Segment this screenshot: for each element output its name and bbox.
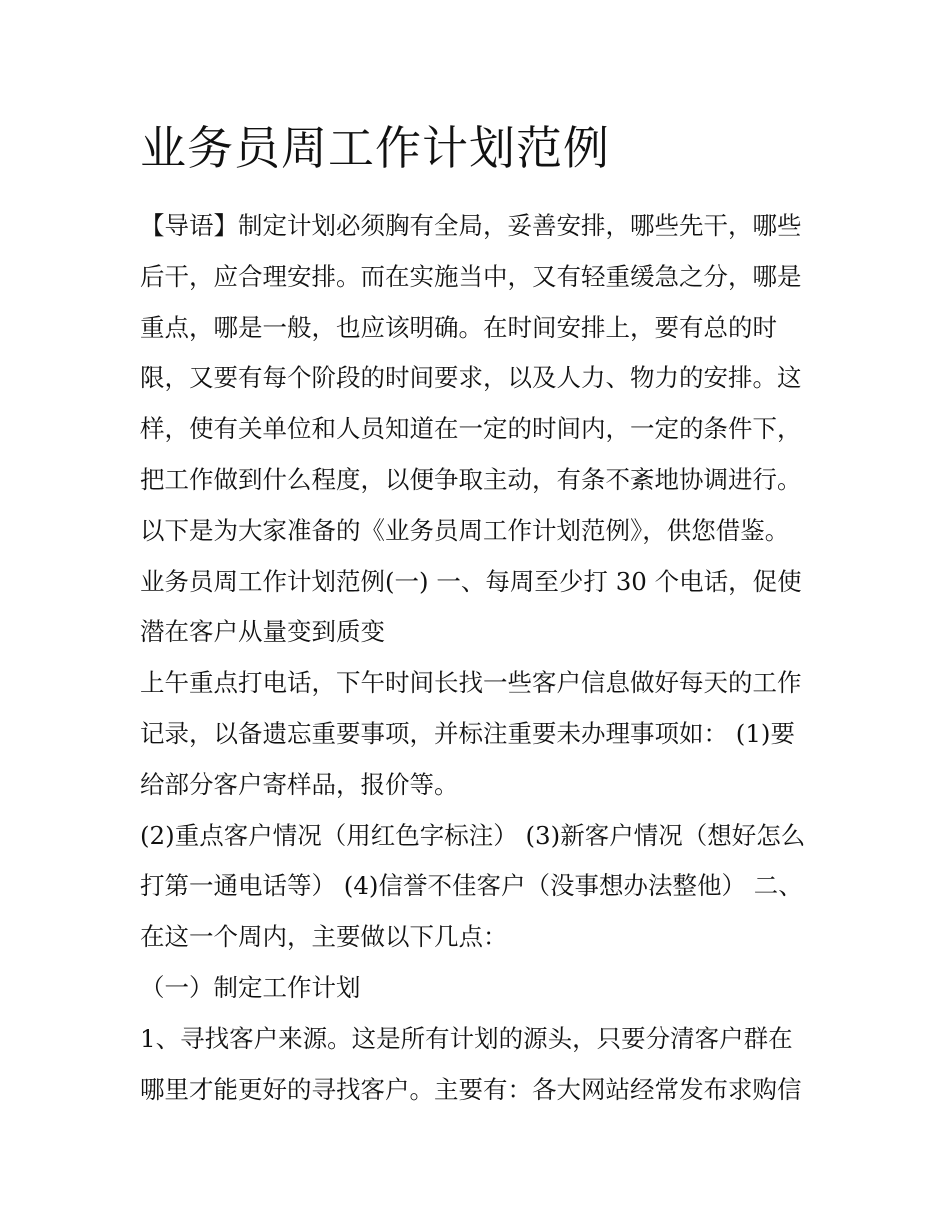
body-line: 把工作做到什么程度，以便争取主动，有条不紊地协调进行。 [140, 464, 802, 494]
section-heading: （一）制定工作计划 [140, 972, 361, 1002]
body-line: 上午重点打电话，下午时间长找一些客户信息做好每天的工作 [140, 668, 802, 698]
body-line: (2)重点客户情况（用红色字标注） (3)新客户情况（想好怎么 [140, 820, 806, 850]
body-line: 业务员周工作计划范例(一) 一、每周至少打 30 个电话，促使 [140, 566, 802, 596]
body-line: 哪里才能更好的寻找客户。主要有：各大网站经常发布求购信 [140, 1074, 802, 1104]
body-line: 给部分客户寄样品，报价等。 [140, 769, 459, 799]
body-line: 记录，以备遗忘重要事项，并标注重要未办理事项如： (1)要 [140, 718, 795, 748]
body-line: 潜在客户从量变到质变 [140, 617, 385, 647]
body-line: 样，使有关单位和人员知道在一定的时间内，一定的条件下， [140, 414, 802, 444]
body-line: 在这一个周内，主要做以下几点： [140, 922, 508, 952]
body-line: 打第一通电话等） (4)信誉不佳客户（没事想办法整他） 二、 [140, 871, 803, 901]
body-line: 后干，应合理安排。而在实施当中，又有轻重缓急之分，哪是 [140, 261, 802, 291]
body-line: 1、寻找客户来源。这是所有计划的源头，只要分清客户群在 [140, 1023, 793, 1053]
body-line: 以下是为大家准备的《业务员周工作计划范例》，供您借鉴。 [140, 515, 790, 545]
body-line: 重点，哪是一般，也应该明确。在时间安排上，要有总的时 [140, 312, 777, 342]
document-title: 业务员周工作计划范例 [140, 121, 610, 175]
body-line: 【导语】制定计划必须胸有全局，妥善安排，哪些先干，哪些 [140, 211, 802, 240]
document-body [140, 201, 830, 1115]
body-line: 限，又要有每个阶段的时间要求，以及人力、物力的安排。这 [140, 363, 802, 393]
